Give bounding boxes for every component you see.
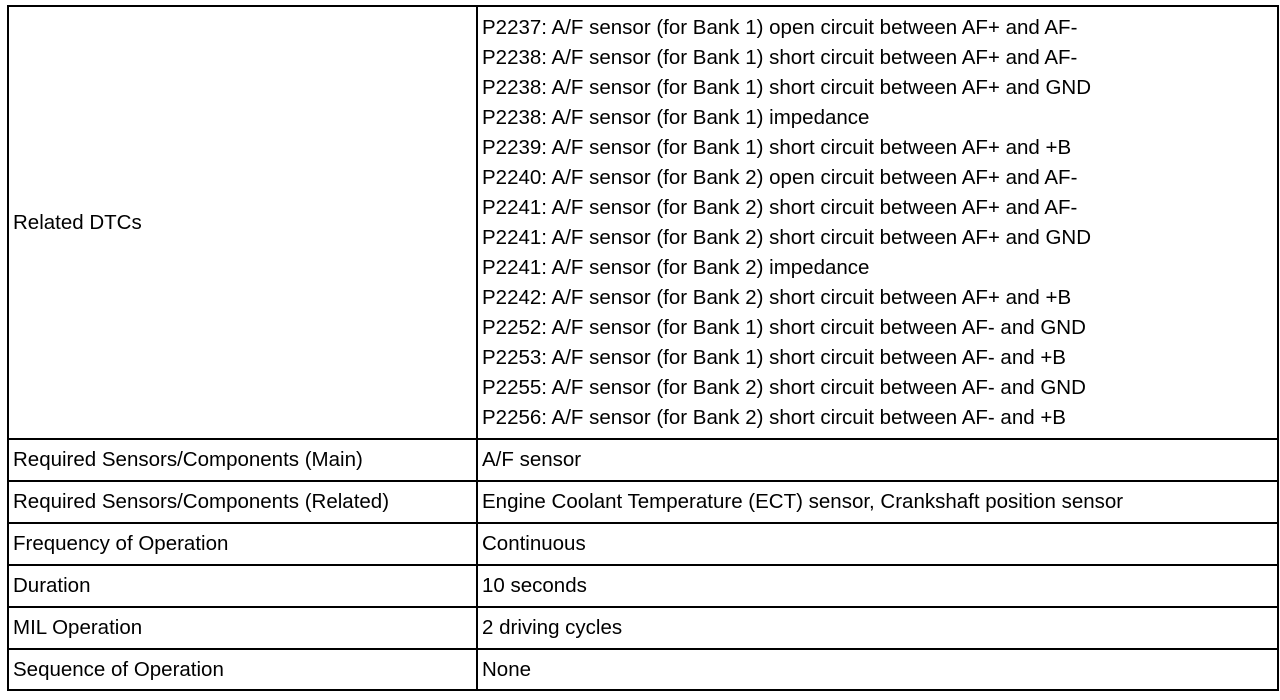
dtc-item: P2241: A/F sensor (for Bank 2) short circuit between AF+ and AF- [482,196,1078,219]
dtc-item: P2241: A/F sensor (for Bank 2) short circuit between AF+ and GND [482,226,1092,249]
row-value: 2 driving cycles [477,607,1278,649]
dtc-item: P2238: A/F sensor (for Bank 1) short circuit between AF+ and AF- [482,46,1078,69]
table-row-duration [8,565,1278,607]
row-value: A/F sensor [477,439,1278,481]
dtc-item: P2242: A/F sensor (for Bank 2) short circuit between AF+ and +B [482,286,1072,309]
table-row-required-sensors-related [8,481,1278,523]
dtc-item: P2237: A/F sensor (for Bank 1) open circuit between AF+ and AF- [482,16,1078,39]
specification-table [7,5,1279,691]
table-row-related-dtcs [8,6,1278,439]
dtc-item: P2238: A/F sensor (for Bank 1) short circuit between AF+ and GND [482,76,1092,99]
row-label: Duration [8,565,477,607]
dtc-item: P2241: A/F sensor (for Bank 2) impedance [482,256,870,279]
dtc-item: P2239: A/F sensor (for Bank 1) short circuit between AF+ and +B [482,136,1072,159]
row-label: Required Sensors/Components (Main) [8,439,477,481]
row-value: Continuous [477,523,1278,565]
dtc-item: P2238: A/F sensor (for Bank 1) impedance [482,106,870,129]
table-row-sequence-of-operation [8,649,1278,690]
row-value: None [477,649,1278,690]
row-label: MIL Operation [8,607,477,649]
dtc-list [482,12,1273,433]
dtc-item: P2256: A/F sensor (for Bank 2) short circuit between AF- and +B [482,406,1066,429]
dtc-item: P2252: A/F sensor (for Bank 1) short circuit between AF- and GND [482,316,1086,339]
dtc-item: P2253: A/F sensor (for Bank 1) short circuit between AF- and +B [482,346,1066,369]
row-label: Required Sensors/Components (Related) [8,481,477,523]
table-row-frequency-of-operation [8,523,1278,565]
table-row-mil-operation [8,607,1278,649]
row-label: Related DTCs [8,6,477,439]
dtc-list-cell [477,6,1278,439]
row-value: Engine Coolant Temperature (ECT) sensor, Crankshaft position sensor [477,481,1278,523]
row-label: Frequency of Operation [8,523,477,565]
row-value: 10 seconds [477,565,1278,607]
row-label: Sequence of Operation [8,649,477,690]
dtc-item: P2240: A/F sensor (for Bank 2) open circuit between AF+ and AF- [482,166,1078,189]
table-row-required-sensors-main [8,439,1278,481]
dtc-item: P2255: A/F sensor (for Bank 2) short circuit between AF- and GND [482,376,1086,399]
